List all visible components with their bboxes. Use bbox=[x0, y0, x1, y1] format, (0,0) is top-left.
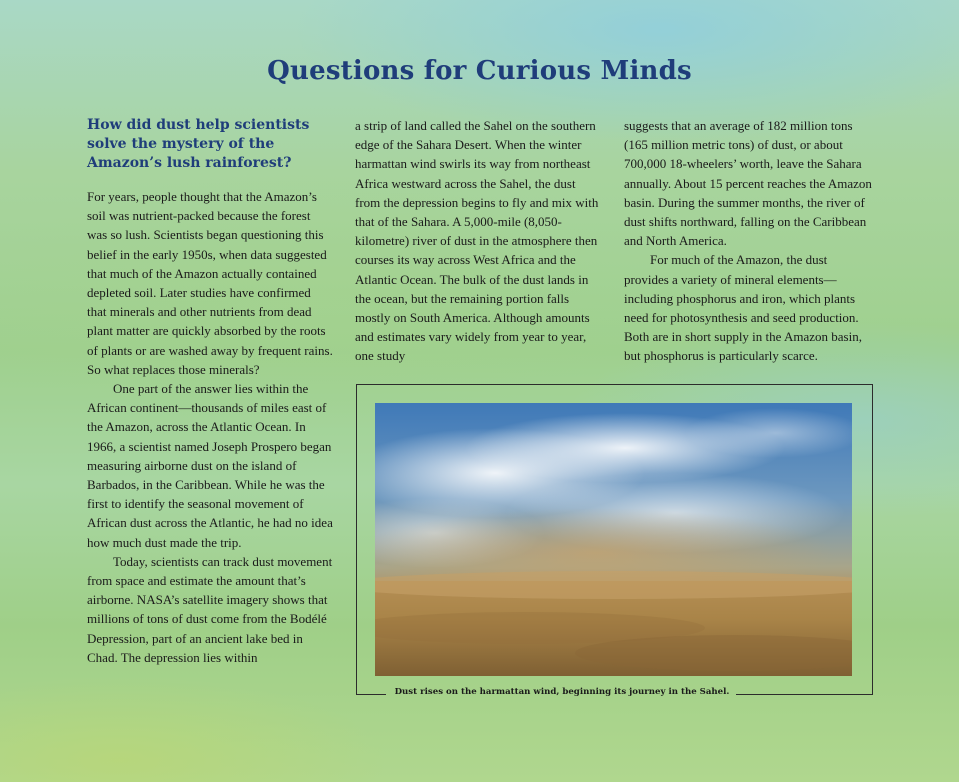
text-column-1 bbox=[87, 116, 333, 667]
text-column-3 bbox=[624, 116, 874, 366]
question-heading: How did dust help scientists solve the mystery of the Amazon’s lush rainforest? bbox=[87, 117, 310, 171]
caption-rule-right bbox=[736, 694, 872, 695]
paragraph-tonnage: suggests that an average of 182 million tons (165 million metric tons) of dust, or about 700,000 18-wheelers’ worth, leave the Sahara annually. About 15 percent reaches the Amazon basin. During the summer months, the river of dust shifts northward, falling on the Caribbean and North America. bbox=[624, 118, 872, 249]
paragraph-sahel: a strip of land called the Sahel on the southern edge of the Sahara Desert. When the winter harmattan wind swirls its way from northeast Africa westward across the Sahel, the dust from the depression begins to fly and mix with that of the Sahara. A 5,000-mile (8,050-kilometre) river of dust in the atmosphere then courses its way across West Africa and the Atlantic Ocean. The bulk of the dust lands in the ocean, but the remaining portion falls mostly on South America. Although amounts and estimates vary widely from year to year, one study bbox=[355, 118, 599, 364]
caption-rule-left bbox=[356, 694, 386, 695]
paragraph-satellite: Today, scientists can track dust movement from space and estimate the amount that’s airborne. NASA’s satellite imagery shows that millions of tons of dust come from the Bodélé Depression, part of an ancient lake bed in Chad. The depression lies within bbox=[87, 553, 333, 665]
photo-caption: Dust rises on the harmattan wind, beginning its journey in the Sahel. bbox=[394, 687, 730, 697]
paragraph-prospero: One part of the answer lies within the African continent—thousands of miles east of the Amazon, across the Atlantic Ocean. In 1966, a scientist named Joseph Prospero began measuring airborne dust on the island of Barbados, in the Caribbean. While he was the first to identify the seasonal movement of African dust across the Atlantic, he had no idea how much dust made the trip. bbox=[87, 381, 333, 550]
dust-photo bbox=[375, 403, 852, 676]
paragraph-intro: For years, people thought that the Amazon’s soil was nutrient-packed because the forest was so lush. Scientists began questioning this belief in the early 1950s, when data suggested that much of the Amazon actually contained depleted soil. Later studies have confirmed that minerals and other nutrients from dead plant matter are quickly absorbed by the roots of plants or are washed away by frequent rains. So what replaces those minerals? bbox=[87, 189, 333, 377]
text-column-2 bbox=[355, 116, 601, 366]
page-title: Questions for Curious Minds bbox=[267, 56, 692, 86]
paragraph-minerals: For much of the Amazon, the dust provides a variety of mineral elements—including phosphorus and iron, which plants need for photosynthesis and seed production. Both are in short supply in the Amazon basin, but phosphorus is particularly scarce. bbox=[624, 252, 862, 364]
